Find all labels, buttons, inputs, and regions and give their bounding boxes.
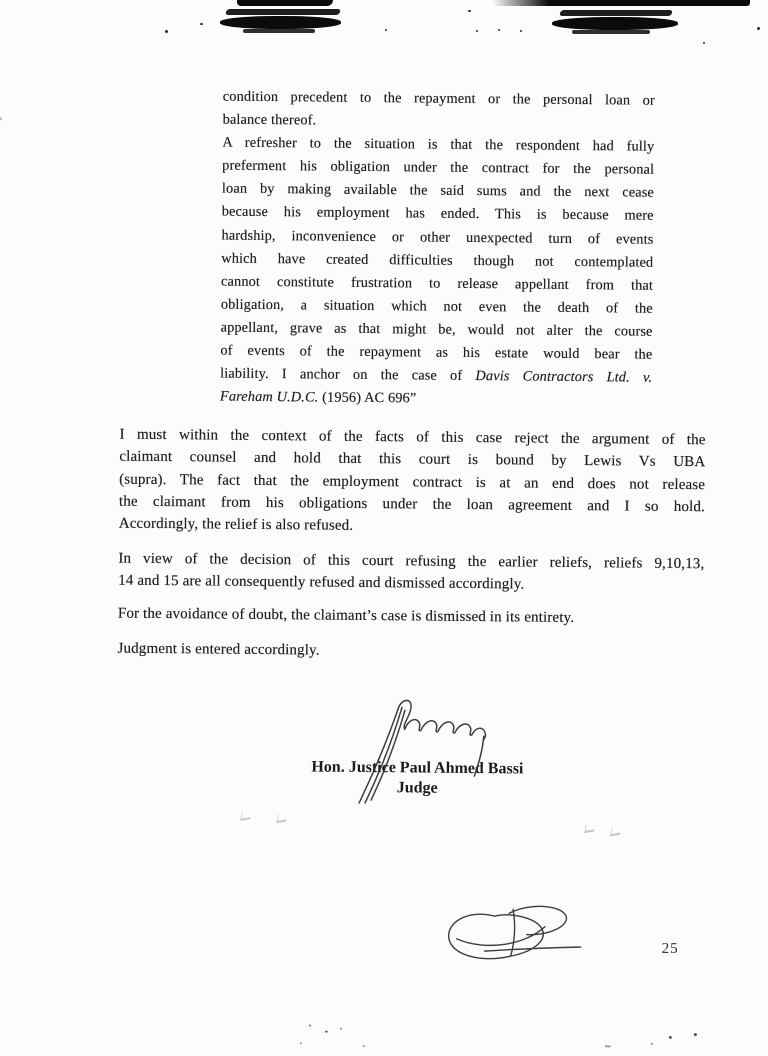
quote-line: appellant, grave as that might be, would not alter the course: [220, 319, 653, 340]
quote-line: condition precedent to the repayment or the personal loan or: [222, 88, 655, 109]
paragraph-reliefs: [118, 548, 704, 598]
judge-title: Judge: [396, 779, 438, 797]
scan-faint-mark: [276, 813, 287, 823]
quote-line: preferment his obligation under the contract for the personal: [222, 157, 655, 178]
quote-line: balance thereof.: [222, 111, 317, 129]
quote-line: because his employment has ended. This is because mere: [221, 204, 654, 225]
quote-line: hardship, inconvenience or other unexpected turn of events: [221, 227, 654, 248]
quote-line: of events of the repayment as his estate would bear the: [220, 342, 653, 363]
scan-faint-mark: [610, 826, 621, 836]
quote-line: loan by making available the said sums and the next cease: [221, 180, 655, 202]
scan-faint-mark: [584, 823, 595, 833]
paragraph-line: the claimant from his obligations under the loan agreement and I so hold.: [118, 493, 706, 516]
quote-line: obligation, a situation which not even the death of the: [220, 296, 653, 317]
quote-line: which have created difficulties though not contemplated: [221, 250, 654, 271]
paragraph-line: I must within the context of the facts of this case reject the argument of the: [119, 426, 706, 449]
paragraph-line: Accordingly, the relief is also refused.: [118, 515, 354, 535]
paragraph-line: 14 and 15 are all consequently refused and dismissed accordingly.: [118, 572, 525, 593]
page-number: 25: [661, 940, 679, 957]
quote-line: A refresher to the situation is that the respondent had fully: [222, 134, 655, 155]
judge-signature-scribble: [345, 695, 506, 809]
quoted-passage: [220, 86, 655, 413]
paragraph-line: For the avoidance of doubt, the claimant’s case is dismissed in its entirety.: [117, 605, 575, 626]
judge-name: Hon. Justice Paul Ahmed Bassi: [311, 758, 524, 778]
paragraph-avoidance: [118, 603, 704, 631]
paragraph-line: In view of the decision of this court refusing the earlier reliefs, reliefs 9,10,13,: [118, 550, 705, 573]
quote-citation-line: [220, 386, 652, 413]
paragraph-line: (supra). The fact that the employment contract is at an end does not release: [119, 471, 706, 493]
quote-anchor-text: liability. I anchor on the case of: [220, 365, 476, 385]
paragraph-rejection: [119, 424, 706, 541]
scan-faint-mark: [240, 811, 251, 821]
paragraph-judgment: [117, 638, 703, 666]
stamp-scribble: [434, 901, 585, 974]
case-citation: (1956) AC 696”: [318, 389, 417, 407]
paragraph-line: Judgment is entered accordingly.: [117, 640, 320, 659]
case-name-italic: Davis Contractors Ltd. v.: [475, 368, 653, 386]
case-name-italic: Fareham U.D.C.: [219, 388, 319, 406]
paragraph-line: claimant counsel and hold that this court is bound by Lewis Vs UBA: [119, 448, 706, 471]
quote-line: cannot constitute frustration to release appellant from that: [220, 273, 654, 294]
